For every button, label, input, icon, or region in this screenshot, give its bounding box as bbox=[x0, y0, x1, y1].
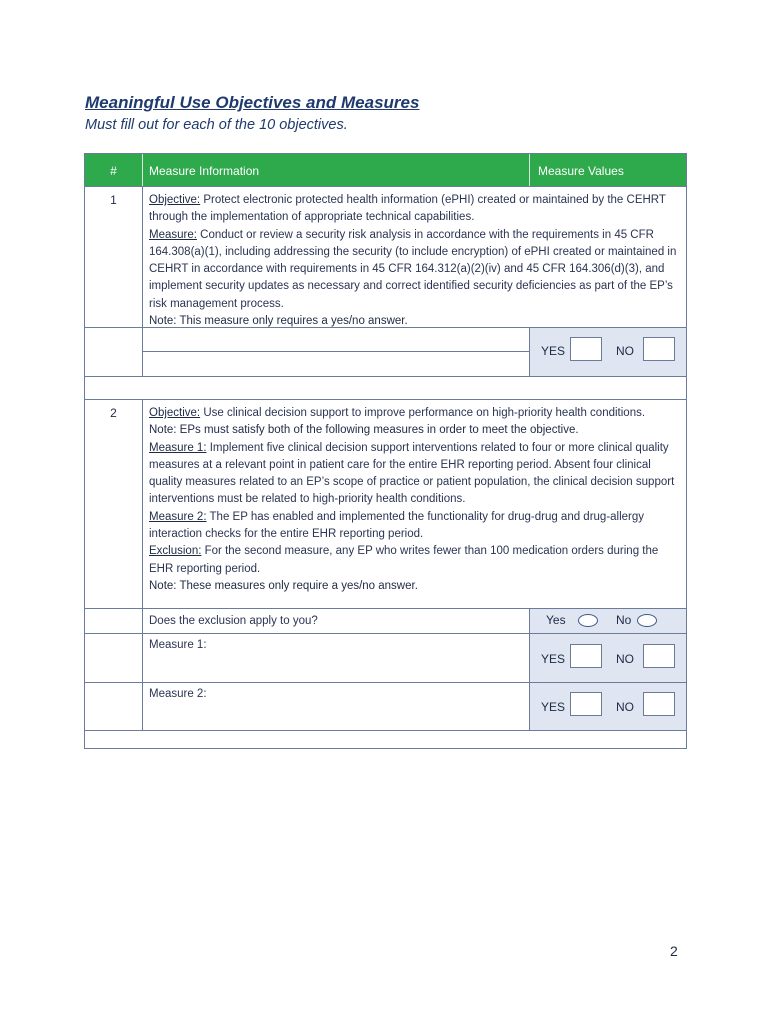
objective-label: Objective: bbox=[149, 194, 201, 206]
divider bbox=[143, 351, 529, 352]
table-header bbox=[84, 153, 687, 187]
num-cell bbox=[85, 328, 143, 376]
measure-2-answer-row bbox=[84, 683, 687, 731]
measure-note: Note: EPs must satisfy both of the following measures in order to meet the objective. bbox=[149, 424, 579, 437]
measure-2-description: The EP has enabled and implemented the functionality for drug-drug and drug-allergy interaction checks for the entire EHR reporting period. bbox=[149, 510, 645, 541]
no-checkbox[interactable] bbox=[643, 692, 675, 716]
yes-checkbox[interactable] bbox=[570, 644, 602, 668]
no-label: NO bbox=[616, 344, 634, 358]
objective-label: Objective: bbox=[149, 407, 201, 419]
no-checkbox[interactable] bbox=[643, 644, 675, 668]
exclusion-values bbox=[529, 609, 686, 633]
spacer-row bbox=[84, 377, 687, 400]
exclusion-label: Exclusion: bbox=[149, 545, 202, 558]
yes-checkbox[interactable] bbox=[570, 337, 602, 361]
page-number: 2 bbox=[670, 943, 678, 959]
header-measure-values: Measure Values bbox=[529, 154, 686, 186]
page-subtitle: Must fill out for each of the 10 objectives. bbox=[85, 117, 348, 133]
header-measure-info: Measure Information bbox=[149, 164, 260, 178]
exclusion-description: For the second measure, any EP who writes fewer than 100 medication orders during the EHR reporting period. bbox=[149, 545, 659, 575]
measure-description: Conduct or review a security risk analysis in accordance with the requirements in 45 CFR 164.308(a)(1), including addressing the security (to include encryption) of ePHI created or maintained in CEHRT in accordance with requirements in 45 CFR 164.312(a)(2)(iv) and 45 CFR 164.306(d)(3), and implement security updates as necessary and correct identified security deficiencies as part of the EP’s risk management process. bbox=[149, 228, 677, 310]
no-label: NO bbox=[616, 700, 634, 714]
spacer-row bbox=[84, 731, 687, 749]
measure-1-answer-row bbox=[84, 634, 687, 683]
yes-radio[interactable] bbox=[578, 614, 598, 627]
measures-table bbox=[84, 153, 687, 749]
objective-number: 2 bbox=[85, 400, 143, 608]
header-num: # bbox=[85, 154, 143, 186]
num-cell bbox=[85, 609, 143, 633]
yes-label: YES bbox=[541, 344, 566, 358]
objective-description: Protect electronic protected health information (ePHI) created or maintained by the CEHRT through the implementation of appropriate technical capabilities. bbox=[149, 194, 666, 224]
yes-label: YES bbox=[541, 700, 566, 714]
measure-note: Note: These measures only require a yes/no answer. bbox=[149, 579, 418, 592]
objective-1-text bbox=[149, 192, 678, 330]
measure-2-values bbox=[529, 683, 686, 730]
objective-2-row bbox=[84, 400, 687, 609]
no-checkbox[interactable] bbox=[643, 337, 675, 361]
exclusion-question: Does the exclusion apply to you? bbox=[149, 615, 318, 627]
no-radio-label: No bbox=[616, 613, 632, 627]
num-cell bbox=[85, 634, 143, 682]
yes-label: YES bbox=[541, 652, 566, 666]
no-radio[interactable] bbox=[637, 614, 657, 627]
objective-number: 1 bbox=[85, 187, 143, 327]
yes-radio-label: Yes bbox=[546, 613, 566, 627]
objective-1-row bbox=[84, 187, 687, 328]
page-title: Meaningful Use Objectives and Measures bbox=[85, 93, 420, 112]
measure-1-description: Implement five clinical decision support interventions related to four or more clinical quality measures at a relevant point in patient care for the entire EHR reporting period. Absent four clinical quality measures related to an EP’s scope of practice or patient population, the clinical decision support interventions must be related to high-priority health conditions. bbox=[149, 441, 675, 506]
num-cell bbox=[85, 683, 143, 730]
exclusion-question-row bbox=[84, 609, 687, 634]
objective-2-text bbox=[149, 405, 678, 595]
yes-checkbox[interactable] bbox=[570, 692, 602, 716]
measure-label: Measure: bbox=[149, 228, 197, 241]
measure-1-values bbox=[529, 634, 686, 682]
measure-1-label: Measure 1: bbox=[149, 441, 207, 454]
measure-2-label: Measure 2: bbox=[149, 510, 207, 523]
measure-1-answer-label: Measure 1: bbox=[149, 639, 207, 651]
objective-1-answer-row bbox=[84, 328, 687, 377]
measure-2-answer-label: Measure 2: bbox=[149, 688, 207, 700]
objective-description: Use clinical decision support to improve performance on high-priority health conditions. bbox=[203, 407, 646, 419]
measure-note: Note: This measure only requires a yes/no answer. bbox=[149, 315, 408, 328]
no-label: NO bbox=[616, 652, 634, 666]
objective-1-values bbox=[529, 328, 686, 376]
